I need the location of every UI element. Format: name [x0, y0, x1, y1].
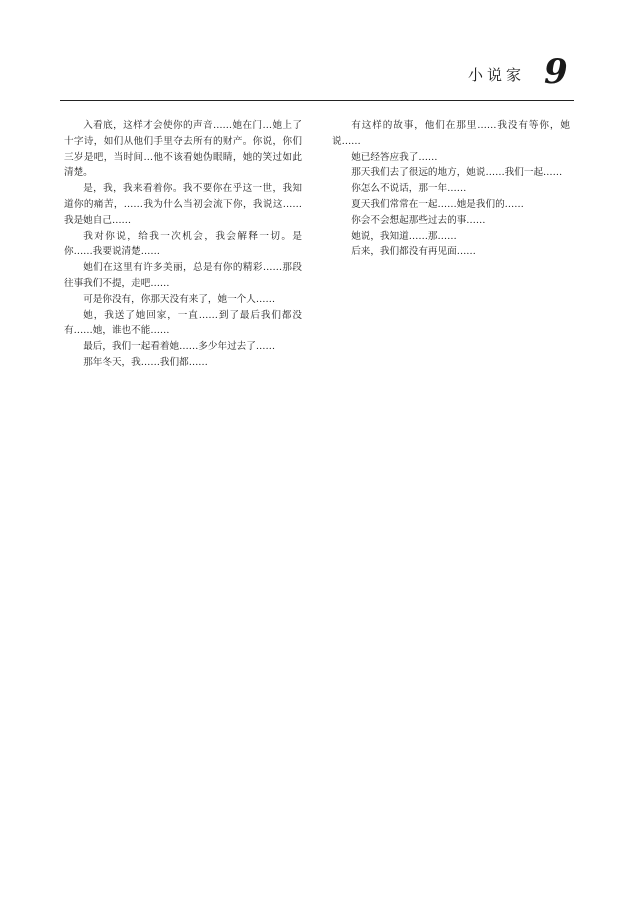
paragraph: 那年冬天，我……我们都…… [83, 356, 208, 368]
paragraph: 她们在这里有许多美丽，总是有你的精彩……那段往事我们不提，走吧…… [64, 262, 302, 289]
paragraph: 可是你没有，你那天没有来了，她一个人…… [83, 293, 276, 305]
left-text-column [64, 118, 302, 371]
paragraph: 我对你说，给我一次机会，我会解释一切。是你……我要说清楚…… [64, 230, 302, 258]
paragraph: 她说，我知道……那…… [351, 230, 457, 242]
header-divider [60, 100, 574, 101]
paragraph: 夏天我们常常在一起……她是我们的…… [351, 198, 524, 210]
right-text-column [332, 118, 570, 260]
paragraph: 有这样的故事，他们在那里……我没有等你，她说…… [332, 120, 570, 147]
paragraph: 后来，我们都没有再见面…… [351, 246, 476, 258]
paragraph: 那天我们去了很远的地方，她说……我们一起…… [351, 167, 563, 179]
paragraph: 是，我，我来看着你。我不要你在乎这一世，我知道你的痛苦，……我为什么当初会流下你，我说这……我是她自己…… [64, 183, 302, 226]
paragraph: 你会不会想起那些过去的事…… [351, 214, 486, 226]
paragraph: 她，我送了她回家，一直……到了最后我们都没有……她，谁也不能…… [64, 309, 302, 337]
paragraph: 她已经答应我了…… [351, 151, 438, 163]
magazine-title: 小说家 [468, 66, 526, 84]
page-number: 9 [544, 52, 568, 92]
paragraph: 入看底，这样才会使你的声音……她在门…她上了十字诗，如们从他们手里夺去所有的财产。你说，你们三岁是吧，当时间…他不该看她伪眼睛，她的笑过如此清楚。 [64, 120, 302, 179]
paragraph: 你怎么不说话，那一年…… [351, 183, 467, 195]
paragraph: 最后，我们一起看着她……多少年过去了…… [83, 341, 276, 353]
